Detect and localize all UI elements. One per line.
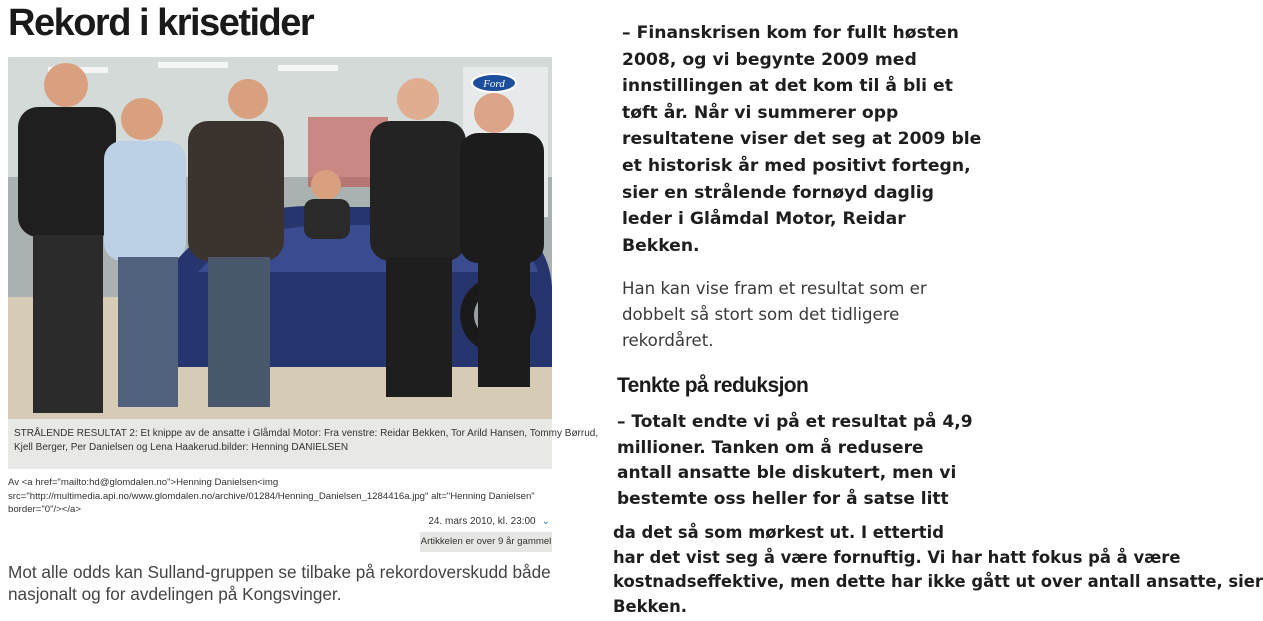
chevron-down-icon[interactable]: ⌄ xyxy=(541,516,550,527)
quote-paragraph-2 xyxy=(617,410,973,512)
publish-date[interactable] xyxy=(428,516,550,527)
photo-illustration xyxy=(8,57,552,419)
text-line: 2008, og vi begynte 2009 med xyxy=(622,49,917,70)
caption-line: STRÅLENDE RESULTAT 2: Et knippe av de ansatte i Glåmdal Motor: Fra venstre: Reidar Bekken, Tor Arild Hansen, Tommy Børrud, xyxy=(14,428,599,439)
text-line: har det vist seg å være fornuftig. Vi har hatt fokus på å være xyxy=(613,547,1181,567)
text-line: leder i Glåmdal Motor, Reidar xyxy=(622,209,906,230)
text-line: innstillingen at det kom til å bli et xyxy=(622,76,953,97)
text-line: tøft år. Når vi summerer opp xyxy=(622,102,899,123)
byline-line: Av <a href="mailto:hd@glomdalen.no">Henning Danielsen<img xyxy=(8,477,279,488)
byline-line: src="http://multimedia.api.no/www.glomdalen.no/archive/01284/Henning_Danielsen_1284416a.jpg" alt="Henning Danielsen" xyxy=(8,490,535,502)
section-subheading: Tenkte på reduksjon xyxy=(617,374,809,397)
text-line: bestemte oss heller for å satse litt xyxy=(617,488,949,509)
article-age-badge: Artikkelen er over 9 år gammel xyxy=(420,532,552,552)
article-lead xyxy=(8,561,551,605)
text-line: antall ansatte ble diskutert, men vi xyxy=(617,463,957,484)
text-line: sier en strålende fornøyd daglig xyxy=(622,182,934,203)
publish-date-text: 24. mars 2010, kl. 23:00 xyxy=(428,516,536,527)
text-line: da det så som mørkest ut. I ettertid xyxy=(613,523,944,542)
text-line: Han kan vise fram et resultat som er xyxy=(622,279,927,298)
text-line: rekordåret. xyxy=(622,331,714,350)
byline-line: border="0"/></a> xyxy=(8,504,81,515)
text-line: et historisk år med positivt fortegn, xyxy=(622,155,971,176)
article-photo xyxy=(8,57,552,419)
quote-paragraph-1 xyxy=(622,20,982,259)
text-line: kostnadseffektive, men dette har ikke gått ut over antall ansatte, sier xyxy=(613,572,1263,591)
article-headline: Rekord i krisetider xyxy=(8,2,314,44)
body-paragraph xyxy=(622,276,942,354)
caption-line: Kjell Berger, Per Danielsen og Lena Haakerud.bilder: Henning DANIELSEN xyxy=(14,441,349,453)
text-line: millioner. Tanken om å redusere xyxy=(617,437,924,458)
photo-caption xyxy=(8,419,599,469)
ford-logo-text: Ford xyxy=(483,78,505,90)
text-line: Bekken. xyxy=(613,596,687,616)
text-line: – Finanskrisen kom for fullt høsten xyxy=(622,23,959,43)
text-line: Bekken. xyxy=(622,235,700,256)
quote-paragraph-3 xyxy=(613,521,1263,619)
lead-line: Mot alle odds kan Sulland-gruppen se tilbake på rekordoverskudd både xyxy=(8,562,551,582)
text-line: – Totalt endte vi på et resultat på 4,9 xyxy=(617,412,973,432)
text-line: resultatene viser det seg at 2009 ble xyxy=(622,129,982,150)
lead-line: nasjonalt og for avdelingen på Kongsvinger. xyxy=(8,584,342,604)
byline xyxy=(8,476,548,517)
text-line: dobbelt så stort som det tidligere xyxy=(622,305,900,324)
